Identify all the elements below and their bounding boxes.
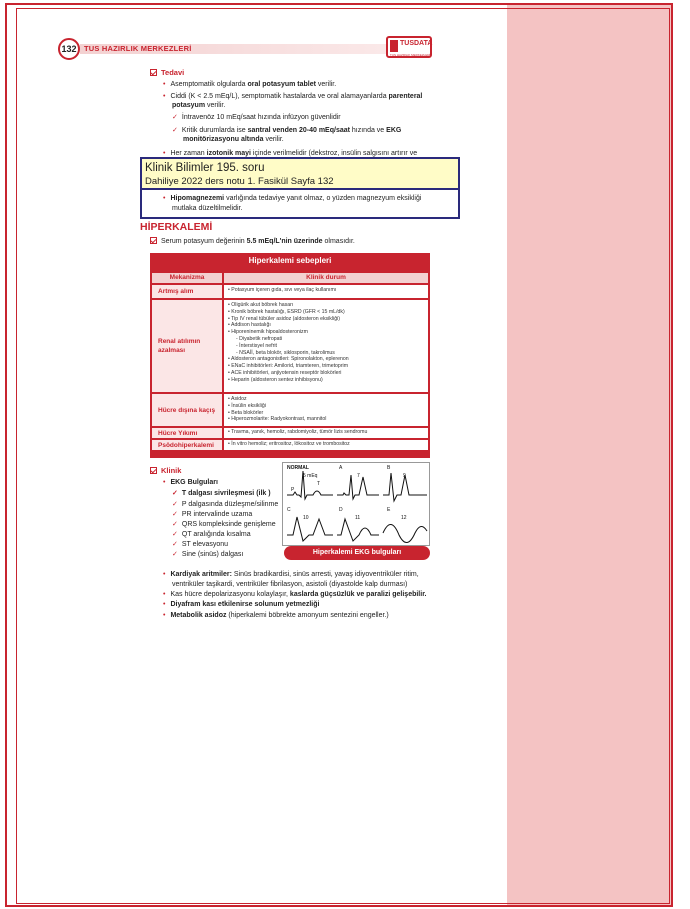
klinik-bullet-1: • Kardiyak aritmiler: Sinüs bradikardisi, sinüs arresti, yavaş idiyoventriküler ritim, <box>163 571 419 578</box>
ecg-traces <box>283 463 431 547</box>
checkbox-icon <box>150 467 157 474</box>
header-title: TUS HAZIRLIK MERKEZLERİ <box>84 44 192 53</box>
ecg-label-a: A <box>339 465 343 471</box>
ecg-label-d: D <box>339 507 343 513</box>
table-row-label: Hücre dışına kaçış <box>152 394 222 426</box>
tedavi-bullet-2-line2: potasyum verilir. <box>172 102 226 109</box>
ekg-item: ✓ T dalgası sivrileşmesi (ilk ) <box>172 490 271 497</box>
ekg-item: ✓ P dalgasında düzleşme/silinme <box>172 501 279 508</box>
table-row-content: • İn vitro hemoliz; eritrositoz, lökositoz ve trombositoz <box>224 440 428 450</box>
klinik-bullet-4: • Metabolik asidoz (hiperkalemi böbrekte amonyum sentezini engeller.) <box>163 612 389 619</box>
tedavi-check-1: ✓ İntravenöz 10 mEq/saat hızında infüzyon güvenlidir <box>172 114 341 121</box>
table-row-label: Artmış alım <box>152 285 222 298</box>
ecg-trace-d <box>337 519 379 541</box>
ecg-label-5meq: 5 mEq <box>303 473 318 479</box>
ekg-item: ✓ ST elevasyonu <box>172 541 229 548</box>
hiperkalemi-intro: Serum potasyum değerinin 5.5 mEq/L'nin üzerinde olmasıdır. <box>150 237 355 246</box>
annotation-line-1: Klinik Bilimler 195. soru <box>145 162 265 174</box>
ecg-label-normal: NORMAL <box>287 465 309 471</box>
table-header-clinical: Klinik durum <box>224 273 428 283</box>
annotation-line-2: Dahiliye 2022 ders notu 1. Fasikül Sayfa 132 <box>145 176 334 187</box>
table-row-content: • Potasyum içeren gıda, sıvı veya ilaç kullanımı <box>224 285 428 298</box>
table-row-label: Psödohiperkalemi <box>152 440 222 450</box>
logo-text: TUSDATA <box>400 40 433 47</box>
klinik-bullet-3: • Diyafram kası etkilenirse solunum yetmezliği <box>163 601 320 608</box>
ecg-label-12: 12 <box>401 515 407 521</box>
table-row-content: • Travma, yanık, hemoliz, rabdomiyoliz, tümör lizis sendromu <box>224 428 428 438</box>
ecg-label-e: E <box>387 507 391 513</box>
klinik-bullet-1-line2: ventriküler taşikardi, ventriküler fibrilasyon, asistoli (diyastolde kalp durması) <box>172 581 408 588</box>
ekg-item: ✓ QRS kompleksinde genişleme <box>172 521 276 528</box>
tedavi-bullet-2: • Ciddi (K < 2.5 mEq/L), semptomatik hastalarda ve oral alamayanlarda parenteral <box>163 93 423 100</box>
tedavi-bullet-4-line2: mutlaka düzeltilmelidir. <box>172 205 243 212</box>
ekg-heading: • EKG Bulguları <box>163 479 218 486</box>
ecg-label-11: 11 <box>355 515 361 521</box>
table-row-content: • Asidoz • İnsülin eksikliği • Beta blokörler • Hiperozmolarite: Radyokontrast, mannitol <box>224 394 428 426</box>
checkbox-icon <box>150 69 157 76</box>
table-row-content: • Oligürik akut böbrek hasarı • Kronik böbrek hastalığı, ESRD (GFR < 15 mL/dk) • Tip IV renal tübüler asidoz (aldosteron eksikliği) • Addison hastalığı • Hiporeninemik hipoaldosteronizm - Diyabetik nefropati - İnterstisyel nefrit - NSAİİ, beta blokör, siklosporin, takrolimus • Aldosteron antagonistleri: Spironolakton, eplerenon • ENaC inhibitörleri: Amilorid, triamteren, trimetoprim • ACE inhibitörleri, anjiyotensin reseptör blokörleri • Heparin (aldosteron sentez inhibisyonu) <box>224 300 428 392</box>
tedavi-bullet-4: • Hipomagnezemi varlığında tedaviye yanıt olmaz, o yüzden magnezyum eksikliği <box>163 195 422 202</box>
table-title: Hiperkalemi sebepleri <box>248 256 332 265</box>
klinik-bullet-2: • Kas hücre depolarizasyonu kolaylaşır, kaslarda güçsüzlük ve paralizi gelişebilir. <box>163 591 427 598</box>
hiperkalemi-title: HİPERKALEMİ <box>140 221 213 233</box>
ecg-label-p: P <box>291 487 295 493</box>
ecg-figure <box>282 462 430 546</box>
ecg-label-b: B <box>387 465 391 471</box>
ecg-label-10: 10 <box>303 515 309 521</box>
ecg-trace-c <box>287 517 333 541</box>
tedavi-bullet-3: • Her zaman izotonik mayi içinde verilmelidir (dekstroz, insülin salgısını artırır ve <box>163 150 418 157</box>
tedavi-bullet-1: • Asemptomatik olgularda oral potasyum tablet verilir. <box>163 81 337 88</box>
tedavi-heading: Tedavi <box>150 68 184 77</box>
page-number: 132 <box>58 38 80 60</box>
table-header-mechanism: Mekanizma <box>152 273 222 283</box>
tedavi-check-2: ✓ Kritik durumlarda ise santral venden 20-40 mEq/saat hızında ve EKG <box>172 127 402 134</box>
checkbox-icon <box>150 237 157 244</box>
ecg-label-t: T <box>317 481 321 487</box>
ecg-label-9: 9 <box>403 473 406 479</box>
table-row-label: Renal atılımın azalması <box>152 300 222 392</box>
klinik-heading: Klinik <box>150 466 181 475</box>
logo-mark-icon <box>390 40 398 52</box>
ecg-label-c: C <box>287 507 291 513</box>
tedavi-check-2-line2: monitörizasyonu altında verilir. <box>183 136 284 143</box>
ekg-item: ✓ PR intervalinde uzama <box>172 511 253 518</box>
ekg-item: ✓ Sine (sinüs) dalgası <box>172 551 244 558</box>
table-row-label: Hücre Yıkımı <box>152 428 222 438</box>
ekg-item: ✓ QT aralığında kısalma <box>172 531 251 538</box>
logo-subtext: TUS HAZIRLIK MERKEZLERİ <box>390 53 431 57</box>
ecg-caption: Hiperkalemi EKG bulguları <box>284 546 430 560</box>
ecg-label-7: 7 <box>357 473 360 479</box>
ecg-trace-e <box>383 524 427 542</box>
